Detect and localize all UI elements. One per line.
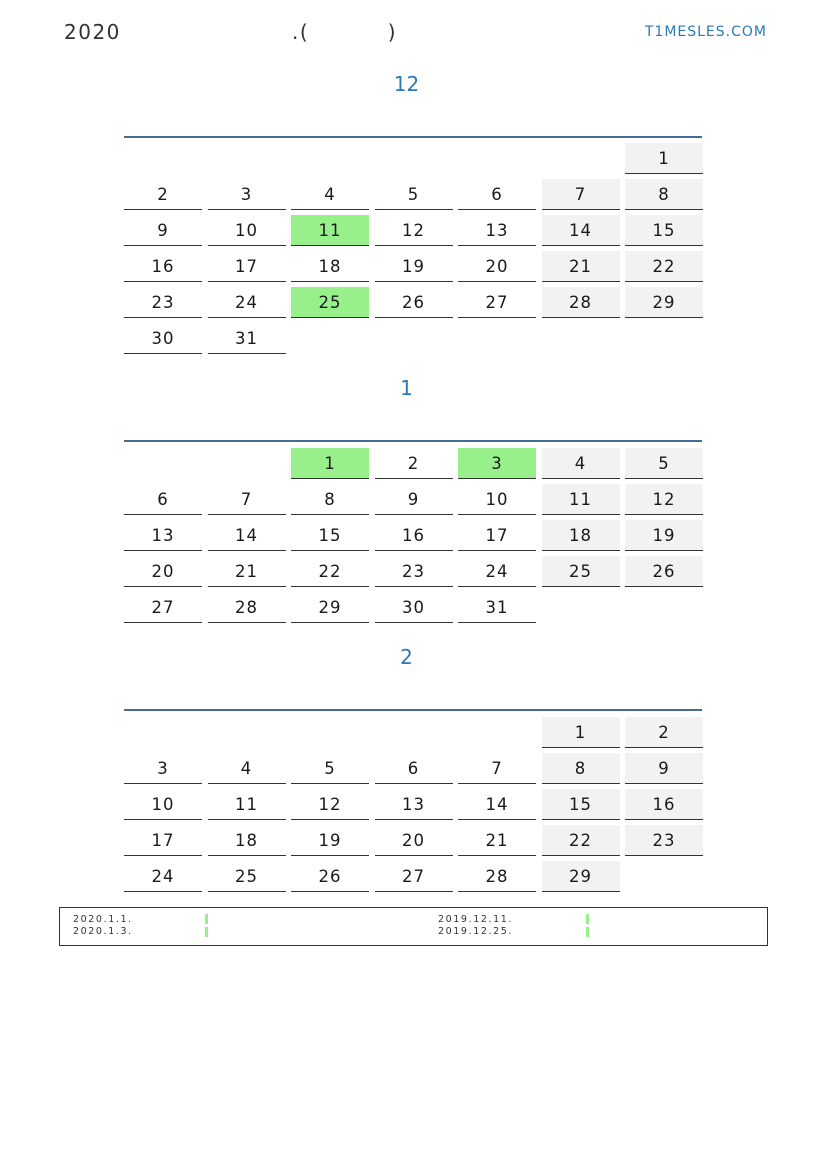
day-cell: 28 [542,287,620,318]
day-cell: 21 [542,251,620,282]
day-cell: 26 [625,556,703,587]
day-cell: 12 [625,484,703,515]
day-cell: 31 [208,323,286,354]
day-cell: 14 [458,789,536,820]
day-cell: 1 [542,717,620,748]
day-cell: 19 [291,825,369,856]
day-cell: 18 [291,251,369,282]
day-cell: 19 [375,251,453,282]
day-cell: 8 [291,484,369,515]
month-top-rule [124,440,702,442]
legend-date: 2020.1.3. [73,926,133,937]
day-cell: 20 [458,251,536,282]
day-cell: 18 [542,520,620,551]
day-cell: 17 [208,251,286,282]
day-cell: 13 [458,215,536,246]
day-cell: 9 [625,753,703,784]
day-cell: 29 [291,592,369,623]
day-cell: 16 [375,520,453,551]
day-cell: 3 [124,753,202,784]
day-cell: 25 [542,556,620,587]
day-cell: 16 [124,251,202,282]
day-cell: 2 [375,448,453,479]
legend-date: 2019.12.11. [438,914,514,925]
legend-date: 2020.1.1. [73,914,133,925]
day-cell: 4 [291,179,369,210]
day-cell: 10 [458,484,536,515]
month-title: 12 [393,72,420,96]
day-cell: 22 [291,556,369,587]
day-cell: 4 [542,448,620,479]
day-cell: 6 [458,179,536,210]
day-cell: 2 [625,717,703,748]
month-title: 2 [400,645,413,669]
header-title: .( ) [292,20,398,44]
day-cell: 28 [208,592,286,623]
legend-holiday-marker [205,914,208,924]
day-cell: 22 [625,251,703,282]
day-cell: 24 [208,287,286,318]
day-cell: 8 [625,179,703,210]
day-cell: 15 [542,789,620,820]
day-cell: 11 [291,215,369,246]
day-cell: 6 [124,484,202,515]
day-cell: 24 [124,861,202,892]
day-cell: 23 [124,287,202,318]
legend-date: 2019.12.25. [438,926,514,937]
day-cell: 12 [291,789,369,820]
header-year: 2020 [64,20,121,44]
day-cell: 28 [458,861,536,892]
day-cell: 2 [124,179,202,210]
day-cell: 19 [625,520,703,551]
day-cell: 26 [375,287,453,318]
day-cell: 12 [375,215,453,246]
day-cell: 11 [208,789,286,820]
day-cell: 29 [625,287,703,318]
day-cell: 31 [458,592,536,623]
day-cell: 14 [542,215,620,246]
day-cell: 30 [124,323,202,354]
day-cell: 7 [458,753,536,784]
day-cell: 16 [625,789,703,820]
day-cell: 11 [542,484,620,515]
day-cell: 1 [625,143,703,174]
day-cell: 13 [124,520,202,551]
day-cell: 5 [291,753,369,784]
day-cell: 10 [124,789,202,820]
month-title: 1 [400,376,413,400]
day-cell: 26 [291,861,369,892]
day-cell: 24 [458,556,536,587]
day-cell: 20 [375,825,453,856]
day-cell: 9 [375,484,453,515]
day-cell: 14 [208,520,286,551]
month-grid [124,717,702,933]
day-cell: 15 [625,215,703,246]
day-cell: 5 [375,179,453,210]
month-top-rule [124,136,702,138]
day-cell: 5 [625,448,703,479]
month-grid [124,448,702,664]
month-top-rule [124,709,702,711]
month-grid [124,143,702,359]
day-cell: 1 [291,448,369,479]
day-cell: 10 [208,215,286,246]
day-cell: 23 [375,556,453,587]
day-cell: 13 [375,789,453,820]
day-cell: 8 [542,753,620,784]
day-cell: 15 [291,520,369,551]
day-cell: 17 [124,825,202,856]
day-cell: 21 [208,556,286,587]
day-cell: 7 [208,484,286,515]
day-cell: 30 [375,592,453,623]
day-cell: 25 [208,861,286,892]
day-cell: 3 [208,179,286,210]
day-cell: 23 [625,825,703,856]
day-cell: 3 [458,448,536,479]
legend-holiday-marker [586,914,589,924]
day-cell: 9 [124,215,202,246]
day-cell: 27 [375,861,453,892]
brand-link[interactable]: T1MESLES.COM [644,24,767,40]
day-cell: 20 [124,556,202,587]
day-cell: 18 [208,825,286,856]
day-cell: 21 [458,825,536,856]
day-cell: 22 [542,825,620,856]
day-cell: 27 [458,287,536,318]
day-cell: 6 [375,753,453,784]
legend-holiday-marker [205,927,208,937]
day-cell: 27 [124,592,202,623]
legend-holiday-marker [586,927,589,937]
day-cell: 29 [542,861,620,892]
day-cell: 17 [458,520,536,551]
legend-box [59,907,768,946]
day-cell: 4 [208,753,286,784]
day-cell: 25 [291,287,369,318]
day-cell: 7 [542,179,620,210]
